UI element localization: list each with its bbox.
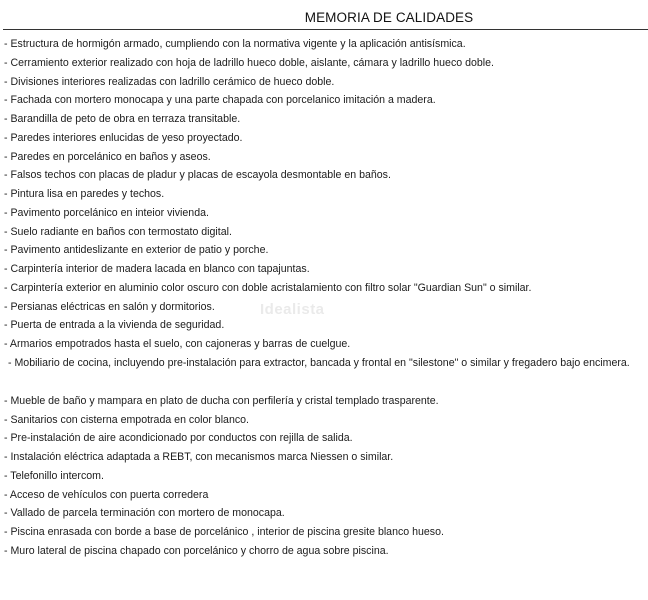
list-item: - Acceso de vehículos con puerta corredera — [4, 488, 209, 501]
list-item: - Pavimento antideslizante en exterior de patio y porche. — [4, 244, 269, 257]
list-item: - Cerramiento exterior realizado con hoja de ladrillo hueco doble, aislante, cámara y ladrillo hueco doble. — [4, 56, 494, 69]
title-divider — [3, 29, 648, 30]
list-item: - Paredes en porcelánico en baños y aseos. — [4, 150, 211, 163]
list-item: - Muro lateral de piscina chapado con porcelánico y chorro de agua sobre piscina. — [4, 544, 389, 557]
list-item: - Telefonillo intercom. — [4, 469, 104, 482]
list-item: - Puerta de entrada a la vivienda de seguridad. — [4, 319, 225, 332]
list-item: - Estructura de hormigón armado, cumpliendo con la normativa vigente y la aplicación antisísmica. — [4, 38, 466, 50]
list-item: - Fachada con mortero monocapa y una parte chapada con porcelanico imitación a madera. — [4, 94, 436, 107]
list-item: - Mueble de baño y mampara en plato de ducha con perfilería y cristal templado trasparente. — [4, 394, 439, 407]
list-item: - Vallado de parcela terminación con mortero de monocapa. — [4, 507, 285, 520]
list-item-text: - Mobiliario de cocina, incluyendo pre-instalación para extractor, bancada y frontal en "silestone" o similar y fregadero bajo encimera. — [8, 356, 630, 369]
list-item: - Persianas eléctricas en salón y dormitorios. — [4, 300, 215, 313]
list-item: - Instalación eléctrica adaptada a REBT, con mecanismos marca Niessen o similar. — [4, 451, 394, 463]
list-item: - Piscina enrasada con borde a base de porcelánico , interior de piscina gresite blanco hueso. — [4, 526, 444, 538]
specifications-list — [4, 38, 634, 564]
list-item: - Barandilla de peto de obra en terraza transitable. — [4, 113, 241, 125]
list-item: - Carpintería exterior en aluminio color oscuro con doble acristalamiento con filtro solar "Guardian Sun" o similar. — [4, 281, 532, 294]
list-item — [4, 357, 634, 395]
list-item: - Carpintería interior de madera lacada en blanco con tapajuntas. — [4, 263, 310, 275]
watermark-logo: Idealista — [260, 301, 325, 318]
list-item: - Suelo radiante en baños con termostato digital. — [4, 225, 232, 238]
list-item: - Pre-instalación de aire acondicionado por conductos con rejilla de salida. — [4, 432, 353, 445]
list-item: - Pavimento porcelánico en inteior vivienda. — [4, 206, 209, 219]
list-item: - Divisiones interiores realizadas con ladrillo cerámico de hueco doble. — [4, 75, 335, 88]
page-title: MEMORIA DE CALIDADES — [304, 10, 474, 25]
list-item: - Pintura lisa en paredes y techos. — [4, 188, 165, 200]
list-item: - Sanitarios con cisterna empotrada en color blanco. — [4, 413, 249, 426]
list-item: - Falsos techos con placas de pladur y placas de escayola desmontable en baños. — [4, 169, 391, 182]
list-item: - Paredes interiores enlucidas de yeso proyectado. — [4, 131, 243, 144]
list-item: - Armarios empotrados hasta el suelo, con cajoneras y barras de cuelgue. — [4, 338, 351, 350]
